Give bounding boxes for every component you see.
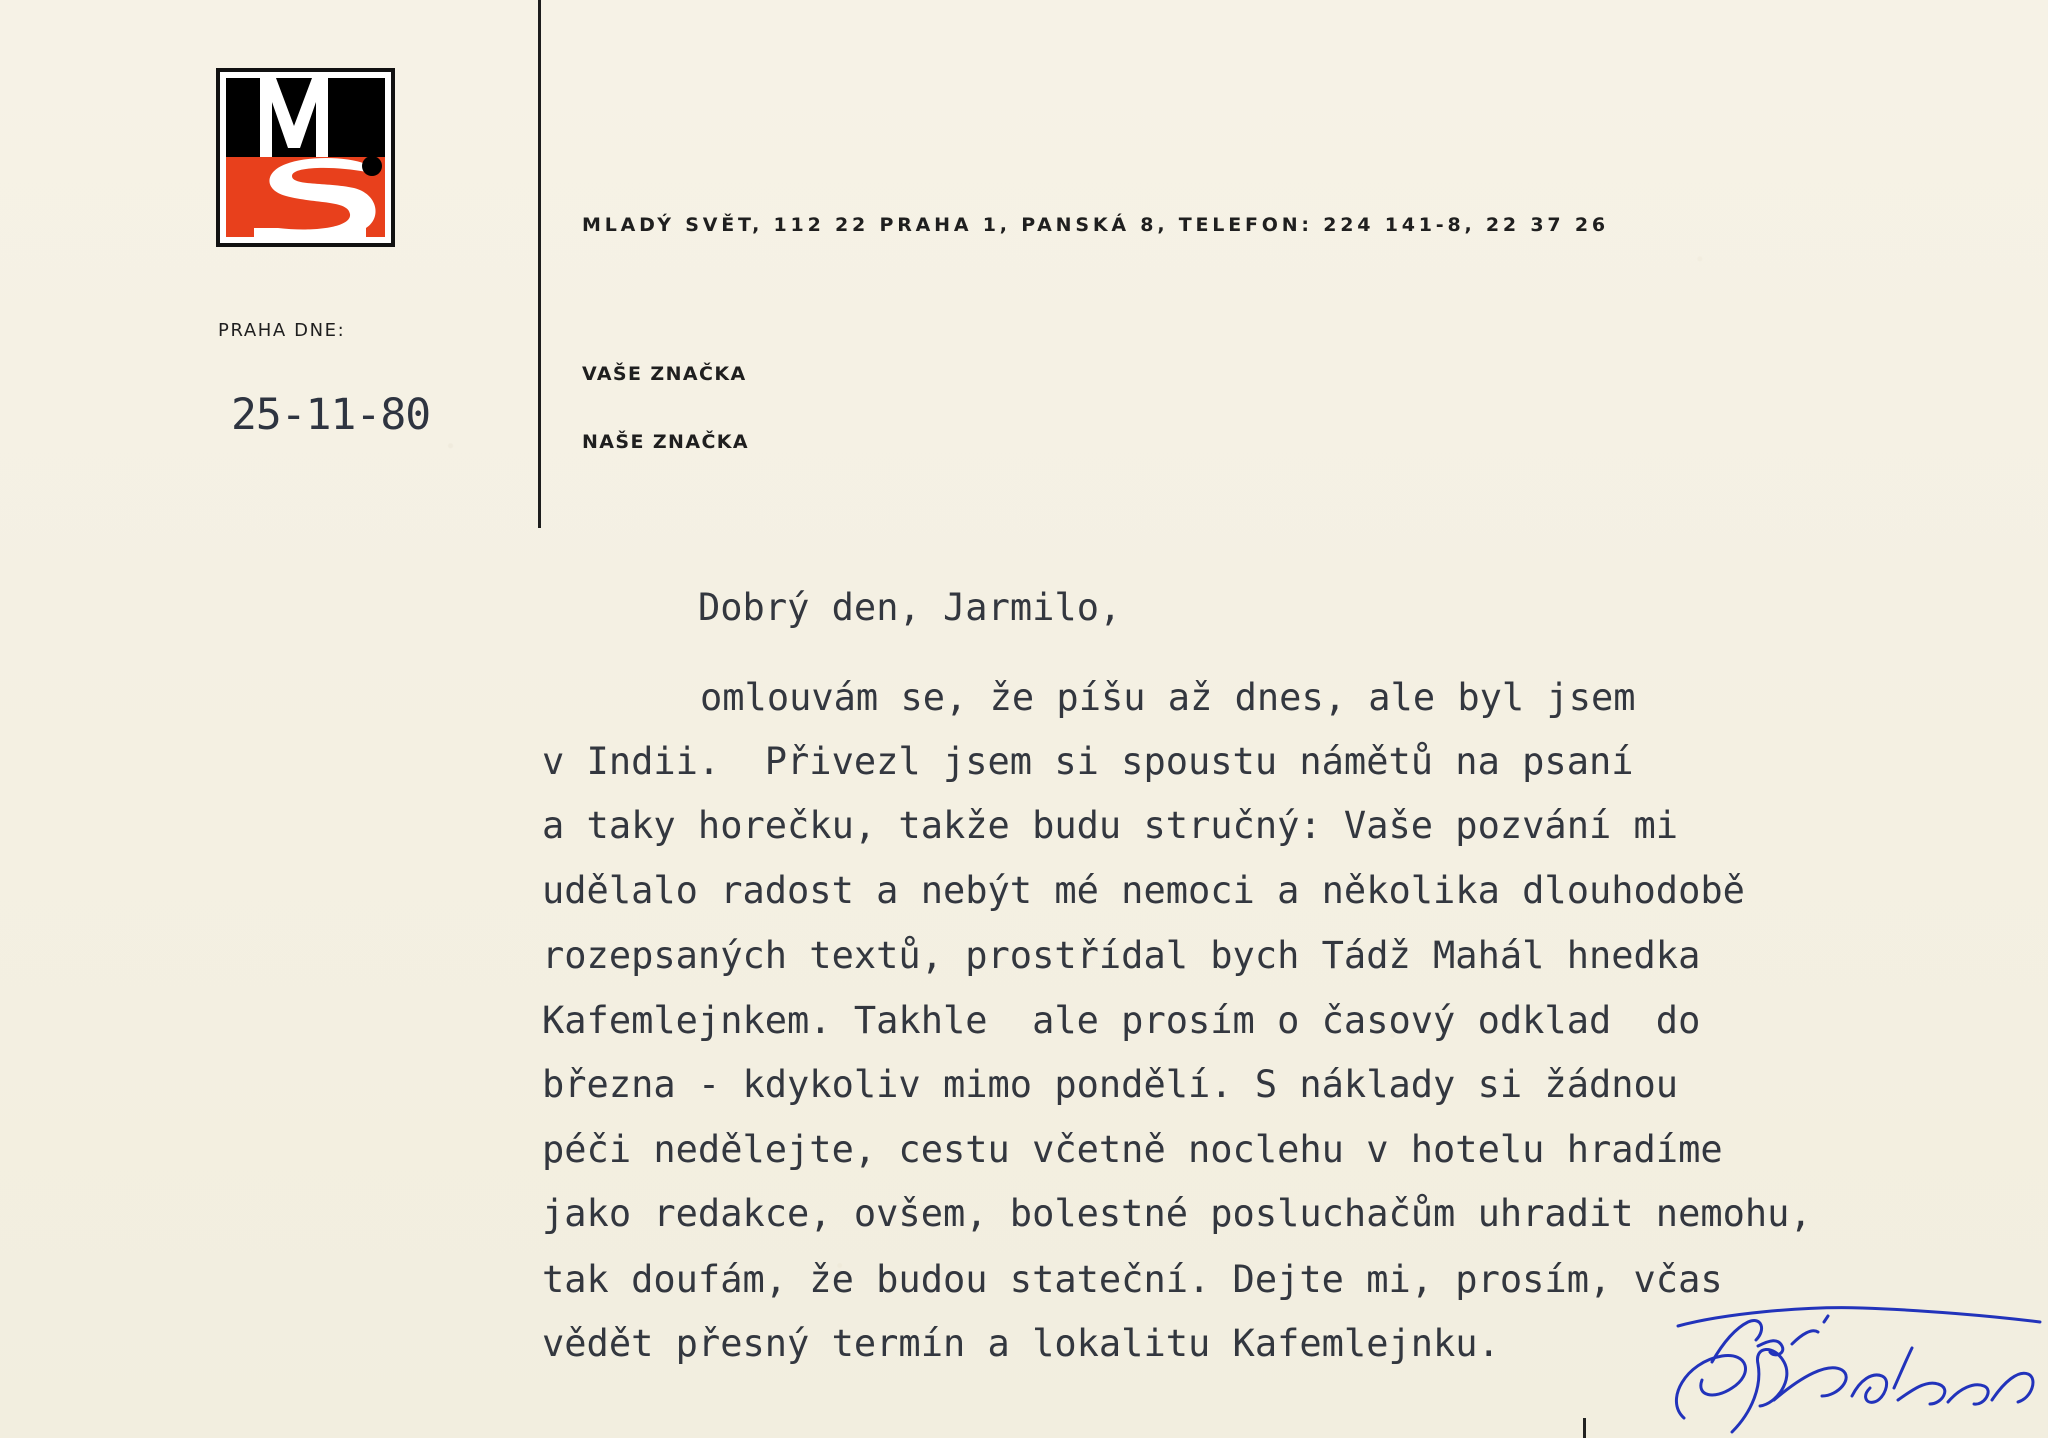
our-reference-label: NAŠE ZNAČKA	[582, 431, 750, 453]
letterhead-address: MLADÝ SVĚT, 112 22 PRAHA 1, PANSKÁ 8, TELEFON: 224 141-8, 22 37 26	[582, 214, 1609, 236]
date-label: PRAHA DNE:	[218, 320, 346, 341]
letter-line: udělalo radost a nebýt mé nemoci a několika dlouhodobě	[542, 869, 1745, 912]
letter-line: omlouvám se, že píšu až dnes, ale byl jsem	[700, 676, 1636, 719]
ms-logo-icon	[216, 68, 395, 247]
letter-line: a taky horečku, takže budu stručný: Vaše pozvání mi	[542, 804, 1679, 847]
letter-date: 25-11-80	[231, 390, 431, 440]
letter-line: v Indii. Přivezl jsem si spoustu námětů na psaní	[542, 740, 1634, 783]
letterhead-divider	[538, 0, 541, 528]
your-reference-label: VAŠE ZNAČKA	[582, 363, 747, 385]
letter-line: tak doufám, že budou stateční. Dejte mi, prosím, včas	[542, 1258, 1723, 1301]
letter-line: vědět přesný termín a lokalitu Kafemlejnku.	[542, 1322, 1500, 1365]
letter-line: jako redakce, ovšem, bolestné posluchačům uhradit nemohu,	[542, 1192, 1812, 1235]
handwritten-signature-icon	[1662, 1300, 2048, 1438]
letter-line: rozepsaných textů, prostřídal bych Tádž Mahál hnedka	[542, 934, 1701, 977]
letter-line: března - kdykoliv mimo pondělí. S náklady si žádnou	[542, 1063, 1679, 1106]
fold-mark	[1583, 1418, 1586, 1438]
letter-line: Kafemlejnkem. Takhle ale prosím o časový odklad do	[542, 999, 1701, 1042]
letter-line: péči nedělejte, cestu včetně noclehu v hotelu hradíme	[542, 1128, 1723, 1171]
letter-salutation: Dobrý den, Jarmilo,	[698, 586, 1122, 629]
